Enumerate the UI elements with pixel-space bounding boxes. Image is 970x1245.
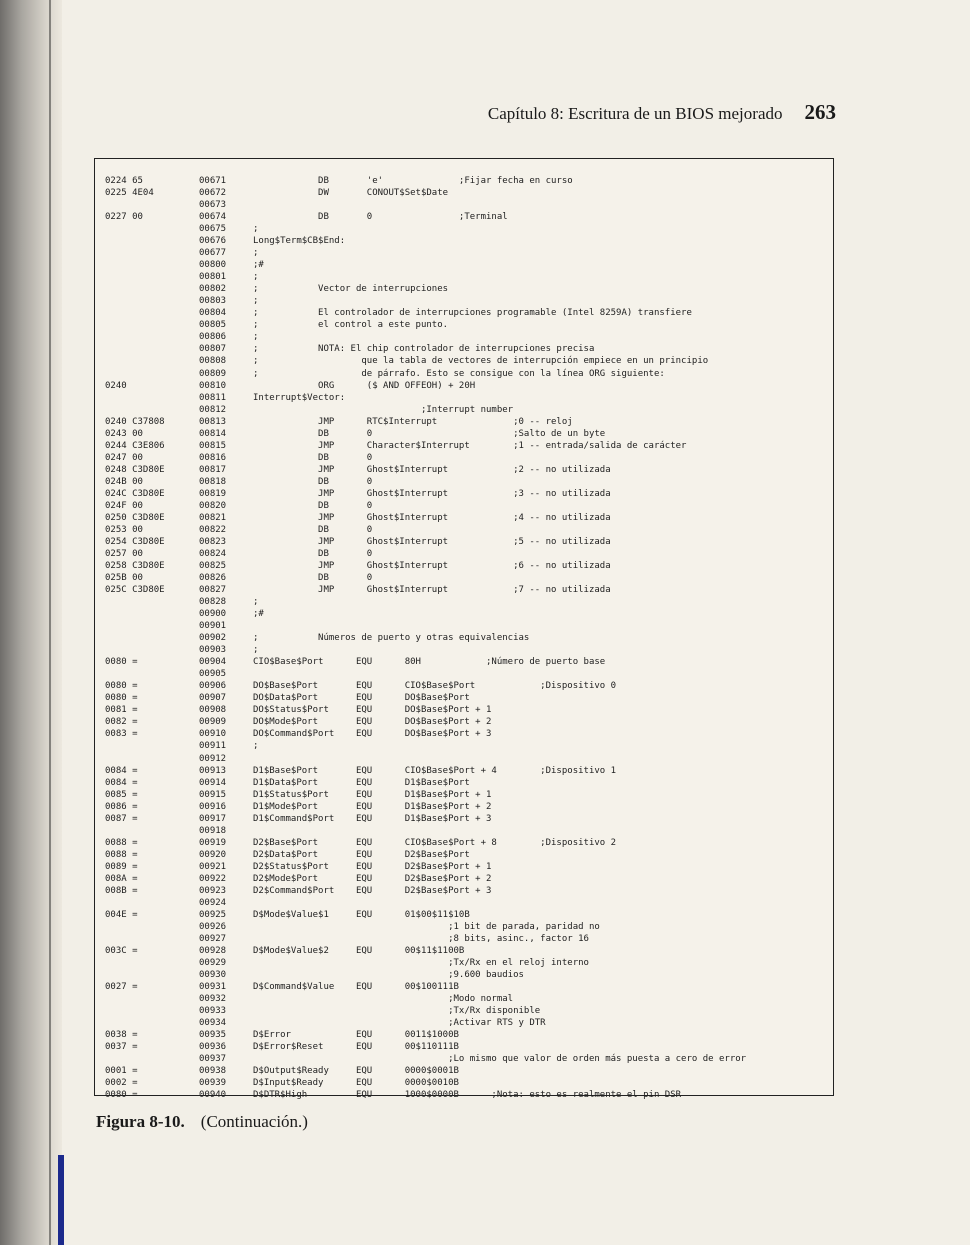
listing-row [95, 500, 835, 512]
listing-address: 0037 = [105, 1042, 138, 1053]
listing-source: ; [253, 332, 259, 343]
listing-source: DO$Data$Port EQU DO$Base$Port [253, 693, 470, 704]
listing-source: D1$Base$Port EQU CIO$Base$Port + 4 ;Dispositivo 1 [253, 765, 617, 776]
listing-row [95, 548, 835, 560]
listing-line-number: 00923 [199, 885, 227, 896]
listing-row [95, 307, 835, 319]
listing-row [95, 945, 835, 957]
listing-source: DB 0 [253, 476, 373, 487]
listing-address: 0084 = [105, 777, 138, 788]
listing-source: DO$Base$Port EQU CIO$Base$Port ;Dispositivo 0 [253, 681, 617, 692]
listing-line-number: 00901 [199, 621, 227, 632]
listing-row [95, 1041, 835, 1053]
listing-source: ;# [253, 609, 264, 620]
figure-caption-text: (Continuación.) [200, 1112, 308, 1131]
page-number: 263 [804, 100, 836, 124]
listing-line-number: 00809 [199, 368, 227, 379]
listing-line-number: 00912 [199, 753, 227, 764]
listing-row [95, 777, 835, 789]
listing-address: 0080 = [105, 681, 138, 692]
listing-row [95, 452, 835, 464]
listing-address: 0258 C3D80E [105, 561, 165, 571]
listing-address: 0001 = [105, 1066, 138, 1077]
listing-source: ;9.600 baudios [253, 970, 524, 981]
listing-address: 008A = [105, 873, 138, 884]
book-binding-gutter [0, 0, 62, 1245]
listing-source: ; [253, 741, 259, 752]
bookmark-ribbon [58, 1155, 64, 1245]
binding-edge [49, 0, 51, 1245]
listing-line-number: 00938 [199, 1066, 227, 1077]
listing-address: 0083 = [105, 729, 138, 740]
listing-row [95, 632, 835, 644]
listing-row [95, 512, 835, 524]
listing-row [95, 331, 835, 343]
listing-address: 0088 = [105, 837, 138, 848]
listing-line-number: 00671 [199, 176, 227, 186]
listing-line-number: 00823 [199, 536, 227, 547]
listing-row [95, 560, 835, 572]
listing-address: 0002 = [105, 1078, 138, 1089]
listing-source: ; Números de puerto y otras equivalencias [253, 633, 530, 644]
listing-source: DB 'e' ;Fijar fecha en curso [253, 176, 573, 186]
listing-source: D$Command$Value EQU 00$100111B [253, 982, 459, 993]
listing-line-number: 00916 [199, 801, 227, 812]
listing-row [95, 885, 835, 897]
listing-address: 0225 4E04 [105, 188, 154, 199]
listing-address: 0247 00 [105, 452, 143, 463]
listing-row [95, 837, 835, 849]
listing-source: DB 0 [253, 452, 373, 463]
listing-row [95, 981, 835, 993]
listing-line-number: 00824 [199, 548, 227, 559]
listing-line-number: 00675 [199, 224, 227, 235]
listing-line-number: 00828 [199, 597, 227, 608]
listing-line-number: 00802 [199, 284, 227, 295]
listing-source: Interrupt$Vector: [253, 392, 346, 403]
listing-source: D$Error$Reset EQU 00$110111B [253, 1042, 459, 1053]
listing-source: Long$Term$CB$End: [253, 236, 346, 247]
listing-source: JMP Ghost$Interrupt ;3 -- no utilizada [253, 488, 611, 499]
listing-source: DB 0 ;Salto de un byte [253, 428, 606, 439]
listing-source: ;# [253, 260, 264, 271]
listing-line-number: 00913 [199, 765, 227, 776]
listing-row [95, 392, 835, 404]
listing-address: 0082 = [105, 717, 138, 728]
listing-row [95, 620, 835, 632]
listing-line-number: 00808 [199, 356, 227, 367]
listing-source: ORG ($ AND OFFEOH) + 20H [253, 380, 476, 391]
listing-source: ; de párrafo. Esto se consigue con la línea ORG siguiente: [253, 368, 665, 379]
listing-row [95, 187, 835, 199]
listing-line-number: 00930 [199, 970, 227, 981]
figure-caption [96, 1112, 308, 1132]
listing-row [95, 1077, 835, 1089]
listing-row [95, 1053, 835, 1065]
listing-line-number: 00812 [199, 404, 227, 415]
listing-source: D1$Mode$Port EQU D1$Base$Port + 2 [253, 801, 492, 812]
listing-row [95, 753, 835, 765]
listing-address: 0086 = [105, 801, 138, 812]
listing-row [95, 404, 835, 416]
listing-address: 0253 00 [105, 524, 143, 535]
listing-row [95, 716, 835, 728]
figure-label: Figura 8-10. [96, 1112, 185, 1131]
listing-row [95, 897, 835, 909]
listing-row [95, 259, 835, 271]
listing-line-number: 00914 [199, 777, 227, 788]
listing-address: 004E = [105, 909, 138, 920]
listing-row [95, 319, 835, 331]
listing-row [95, 524, 835, 536]
listing-row [95, 488, 835, 500]
listing-row [95, 572, 835, 584]
listing-address: 024F 00 [105, 500, 143, 511]
listing-line-number: 00814 [199, 428, 227, 439]
listing-source: CIO$Base$Port EQU 80H ;Número de puerto base [253, 657, 606, 668]
listing-source: DB 0 [253, 524, 373, 535]
listing-row [95, 1029, 835, 1041]
listing-address: 0248 C3D80E [105, 464, 165, 475]
listing-line-number: 00813 [199, 416, 227, 427]
listing-line-number: 00806 [199, 332, 227, 343]
listing-row [95, 740, 835, 752]
listing-line-number: 00922 [199, 873, 227, 884]
listing-source: D$Input$Ready EQU 0000$0010B [253, 1078, 459, 1089]
listing-row [95, 849, 835, 861]
listing-row [95, 933, 835, 945]
listing-source: D$Mode$Value$1 EQU 01$00$11$10B [253, 909, 470, 920]
listing-row [95, 235, 835, 247]
listing-line-number: 00936 [199, 1042, 227, 1053]
listing-line-number: 00819 [199, 488, 227, 499]
listing-row [95, 464, 835, 476]
listing-source: ;1 bit de parada, paridad no [253, 921, 600, 932]
listing-line-number: 00815 [199, 440, 227, 451]
listing-address: 0088 = [105, 849, 138, 860]
listing-line-number: 00934 [199, 1018, 227, 1029]
listing-address: 024C C3D80E [105, 488, 165, 499]
listing-line-number: 00921 [199, 861, 227, 872]
listing-line-number: 00904 [199, 657, 227, 668]
listing-line-number: 00935 [199, 1030, 227, 1041]
listing-row [95, 536, 835, 548]
listing-line-number: 00929 [199, 958, 227, 969]
listing-line-number: 00673 [199, 200, 227, 211]
listing-line-number: 00807 [199, 344, 227, 355]
listing-address: 0080 = [105, 693, 138, 704]
listing-source: D2$Command$Port EQU D2$Base$Port + 3 [253, 885, 492, 896]
listing-source: ;Interrupt number [253, 404, 514, 415]
listing-address: 0227 00 [105, 212, 143, 223]
listing-row [95, 656, 835, 668]
code-listing-frame [94, 158, 834, 1101]
listing-line-number: 00926 [199, 921, 227, 932]
listing-address: 0240 [105, 380, 127, 391]
listing-line-number: 00908 [199, 705, 227, 716]
listing-line-number: 00920 [199, 849, 227, 860]
listing-line-number: 00918 [199, 825, 227, 836]
listing-source: D2$Mode$Port EQU D2$Base$Port + 2 [253, 873, 492, 884]
listing-source: ; el control a este punto. [253, 320, 449, 331]
listing-line-number: 00821 [199, 512, 227, 523]
listing-address: 0087 = [105, 813, 138, 824]
listing-source: D2$Status$Port EQU D2$Base$Port + 1 [253, 861, 492, 872]
listing-line-number: 00804 [199, 308, 227, 319]
listing-line-number: 00910 [199, 729, 227, 740]
listing-line-number: 00825 [199, 561, 227, 571]
listing-line-number: 00931 [199, 982, 227, 993]
listing-row [95, 295, 835, 307]
listing-row [95, 1005, 835, 1017]
listing-address: 0089 = [105, 861, 138, 872]
listing-line-number: 00928 [199, 946, 227, 956]
listing-address: 0085 = [105, 789, 138, 800]
listing-row [95, 789, 835, 801]
listing-line-number: 00907 [199, 693, 227, 704]
listing-source: DB 0 [253, 573, 373, 584]
listing-source: ; que la tabla de vectores de interrupción empiece en un principio [253, 356, 709, 367]
listing-source: JMP Ghost$Interrupt ;7 -- no utilizada [253, 585, 611, 596]
listing-row [95, 368, 835, 380]
listing-address: 0254 C3D80E [105, 536, 165, 547]
listing-line-number: 00939 [199, 1078, 227, 1089]
listing-row [95, 199, 835, 211]
listing-row [95, 704, 835, 716]
listing-address: 003C = [105, 946, 138, 956]
listing-row [95, 728, 835, 740]
listing-line-number: 00672 [199, 188, 227, 199]
listing-row [95, 271, 835, 283]
listing-row [95, 825, 835, 837]
listing-source: D$Output$Ready EQU 0000$0001B [253, 1066, 459, 1077]
listing-source: DW CONOUT$Set$Date [253, 188, 449, 199]
running-header [476, 100, 836, 128]
listing-source: D2$Data$Port EQU D2$Base$Port [253, 849, 470, 860]
listing-row [95, 247, 835, 259]
listing-address: 0243 00 [105, 428, 143, 439]
listing-line-number: 00805 [199, 320, 227, 331]
listing-address: 0224 65 [105, 176, 143, 186]
listing-line-number: 00817 [199, 464, 227, 475]
listing-row [95, 680, 835, 692]
listing-address: 0244 C3E806 [105, 440, 165, 451]
listing-row [95, 416, 835, 428]
listing-line-number: 00811 [199, 392, 227, 403]
listing-line-number: 00940 [199, 1090, 227, 1101]
listing-source: JMP RTC$Interrupt ;0 -- reloj [253, 416, 573, 427]
listing-row [95, 223, 835, 235]
listing-line-number: 00906 [199, 681, 227, 692]
listing-source: D$Mode$Value$2 EQU 00$11$1100B [253, 946, 465, 956]
listing-line-number: 00822 [199, 524, 227, 535]
listing-source: DB 0 ;Terminal [253, 212, 508, 223]
listing-row [95, 692, 835, 704]
listing-address: 0257 00 [105, 548, 143, 559]
listing-line-number: 00826 [199, 573, 227, 584]
listing-row [95, 861, 835, 873]
listing-source: D1$Command$Port EQU D1$Base$Port + 3 [253, 813, 492, 824]
listing-row [95, 211, 835, 223]
listing-address: 024B 00 [105, 476, 143, 487]
listing-source: ; [253, 272, 259, 283]
listing-row [95, 283, 835, 295]
listing-line-number: 00933 [199, 1006, 227, 1017]
listing-source: ;Lo mismo que valor de orden más puesta a cero de error [253, 1054, 747, 1065]
listing-address: 0081 = [105, 705, 138, 716]
listing-source: JMP Ghost$Interrupt ;4 -- no utilizada [253, 512, 611, 523]
listing-row [95, 993, 835, 1005]
listing-row [95, 608, 835, 620]
listing-source: D$DTR$High EQU 1000$0000B ;Nota: esto es realmente el pin DSR [253, 1090, 682, 1101]
listing-line-number: 00818 [199, 476, 227, 487]
listing-source: DB 0 [253, 500, 373, 511]
listing-row [95, 1065, 835, 1077]
listing-source: ; [253, 248, 259, 259]
listing-address: 0038 = [105, 1030, 138, 1041]
listing-source: ; El controlador de interrupciones programable (Intel 8259A) transfiere [253, 308, 692, 319]
listing-row [95, 428, 835, 440]
listing-source: ;Activar RTS y DTR [253, 1018, 546, 1029]
listing-address: 0080 = [105, 1090, 138, 1101]
listing-line-number: 00827 [199, 585, 227, 596]
chapter-title: Capítulo 8: Escritura de un BIOS mejorado [487, 104, 783, 123]
listing-row [95, 644, 835, 656]
listing-source: DO$Command$Port EQU DO$Base$Port + 3 [253, 729, 492, 740]
listing-row [95, 765, 835, 777]
listing-address: 0080 = [105, 657, 138, 668]
listing-address: 008B = [105, 885, 138, 896]
listing-row [95, 873, 835, 885]
listing-line-number: 00676 [199, 236, 227, 247]
listing-row [95, 476, 835, 488]
listing-row [95, 596, 835, 608]
listing-line-number: 00674 [199, 212, 227, 223]
listing-source: JMP Character$Interrupt ;1 -- entrada/salida de carácter [253, 440, 687, 451]
listing-source: ; [253, 597, 259, 608]
listing-address: 0027 = [105, 982, 138, 993]
listing-line-number: 00677 [199, 248, 227, 259]
listing-source: ;Tx/Rx disponible [253, 1006, 541, 1017]
listing-address: 0240 C37808 [105, 416, 165, 427]
listing-line-number: 00924 [199, 897, 227, 908]
listing-line-number: 00810 [199, 380, 227, 391]
listing-line-number: 00937 [199, 1054, 227, 1065]
code-listing [95, 175, 835, 1101]
listing-address: 025C C3D80E [105, 585, 165, 596]
listing-row [95, 175, 835, 187]
listing-line-number: 00909 [199, 717, 227, 728]
listing-line-number: 00917 [199, 813, 227, 824]
listing-row [95, 343, 835, 355]
listing-row [95, 1089, 835, 1101]
listing-row [95, 440, 835, 452]
listing-row [95, 1017, 835, 1029]
listing-line-number: 00903 [199, 645, 227, 656]
listing-line-number: 00801 [199, 272, 227, 283]
listing-row [95, 355, 835, 367]
listing-line-number: 00911 [199, 741, 227, 752]
listing-line-number: 00925 [199, 909, 227, 920]
listing-source: ; NOTA: El chip controlador de interrupciones precisa [253, 344, 595, 355]
listing-line-number: 00919 [199, 837, 227, 848]
listing-source: ; [253, 645, 259, 656]
listing-source: ; [253, 224, 259, 235]
listing-source: D2$Base$Port EQU CIO$Base$Port + 8 ;Dispositivo 2 [253, 837, 617, 848]
listing-line-number: 00902 [199, 633, 227, 644]
listing-line-number: 00927 [199, 933, 227, 944]
listing-source: ;Tx/Rx en el reloj interno [253, 958, 589, 969]
listing-source: JMP Ghost$Interrupt ;2 -- no utilizada [253, 464, 611, 475]
listing-line-number: 00816 [199, 452, 227, 463]
listing-source: ; Vector de interrupciones [253, 284, 449, 295]
listing-source: DB 0 [253, 548, 373, 559]
listing-row [95, 957, 835, 969]
listing-line-number: 00905 [199, 669, 227, 680]
listing-line-number: 00803 [199, 296, 227, 307]
listing-source: JMP Ghost$Interrupt ;6 -- no utilizada [253, 561, 611, 571]
listing-row [95, 584, 835, 596]
listing-address: 0084 = [105, 765, 138, 776]
listing-source: ;8 bits, asinc., factor 16 [253, 933, 589, 944]
listing-line-number: 00820 [199, 500, 227, 511]
listing-line-number: 00800 [199, 260, 227, 271]
listing-row [95, 921, 835, 933]
listing-row [95, 969, 835, 981]
listing-line-number: 00900 [199, 609, 227, 620]
listing-row [95, 801, 835, 813]
listing-source: D1$Data$Port EQU D1$Base$Port [253, 777, 470, 788]
listing-line-number: 00932 [199, 994, 227, 1005]
listing-row [95, 380, 835, 392]
listing-row [95, 668, 835, 680]
listing-row [95, 813, 835, 825]
listing-source: JMP Ghost$Interrupt ;5 -- no utilizada [253, 536, 611, 547]
listing-source: D1$Status$Port EQU D1$Base$Port + 1 [253, 789, 492, 800]
listing-source: ; [253, 296, 259, 307]
listing-address: 025B 00 [105, 573, 143, 584]
listing-source: ;Modo normal [253, 994, 514, 1005]
listing-source: D$Error EQU 0011$1000B [253, 1030, 459, 1041]
listing-row [95, 909, 835, 921]
listing-source: DO$Status$Port EQU DO$Base$Port + 1 [253, 705, 492, 716]
listing-source: DO$Mode$Port EQU DO$Base$Port + 2 [253, 717, 492, 728]
listing-address: 0250 C3D80E [105, 512, 165, 523]
listing-line-number: 00915 [199, 789, 227, 800]
